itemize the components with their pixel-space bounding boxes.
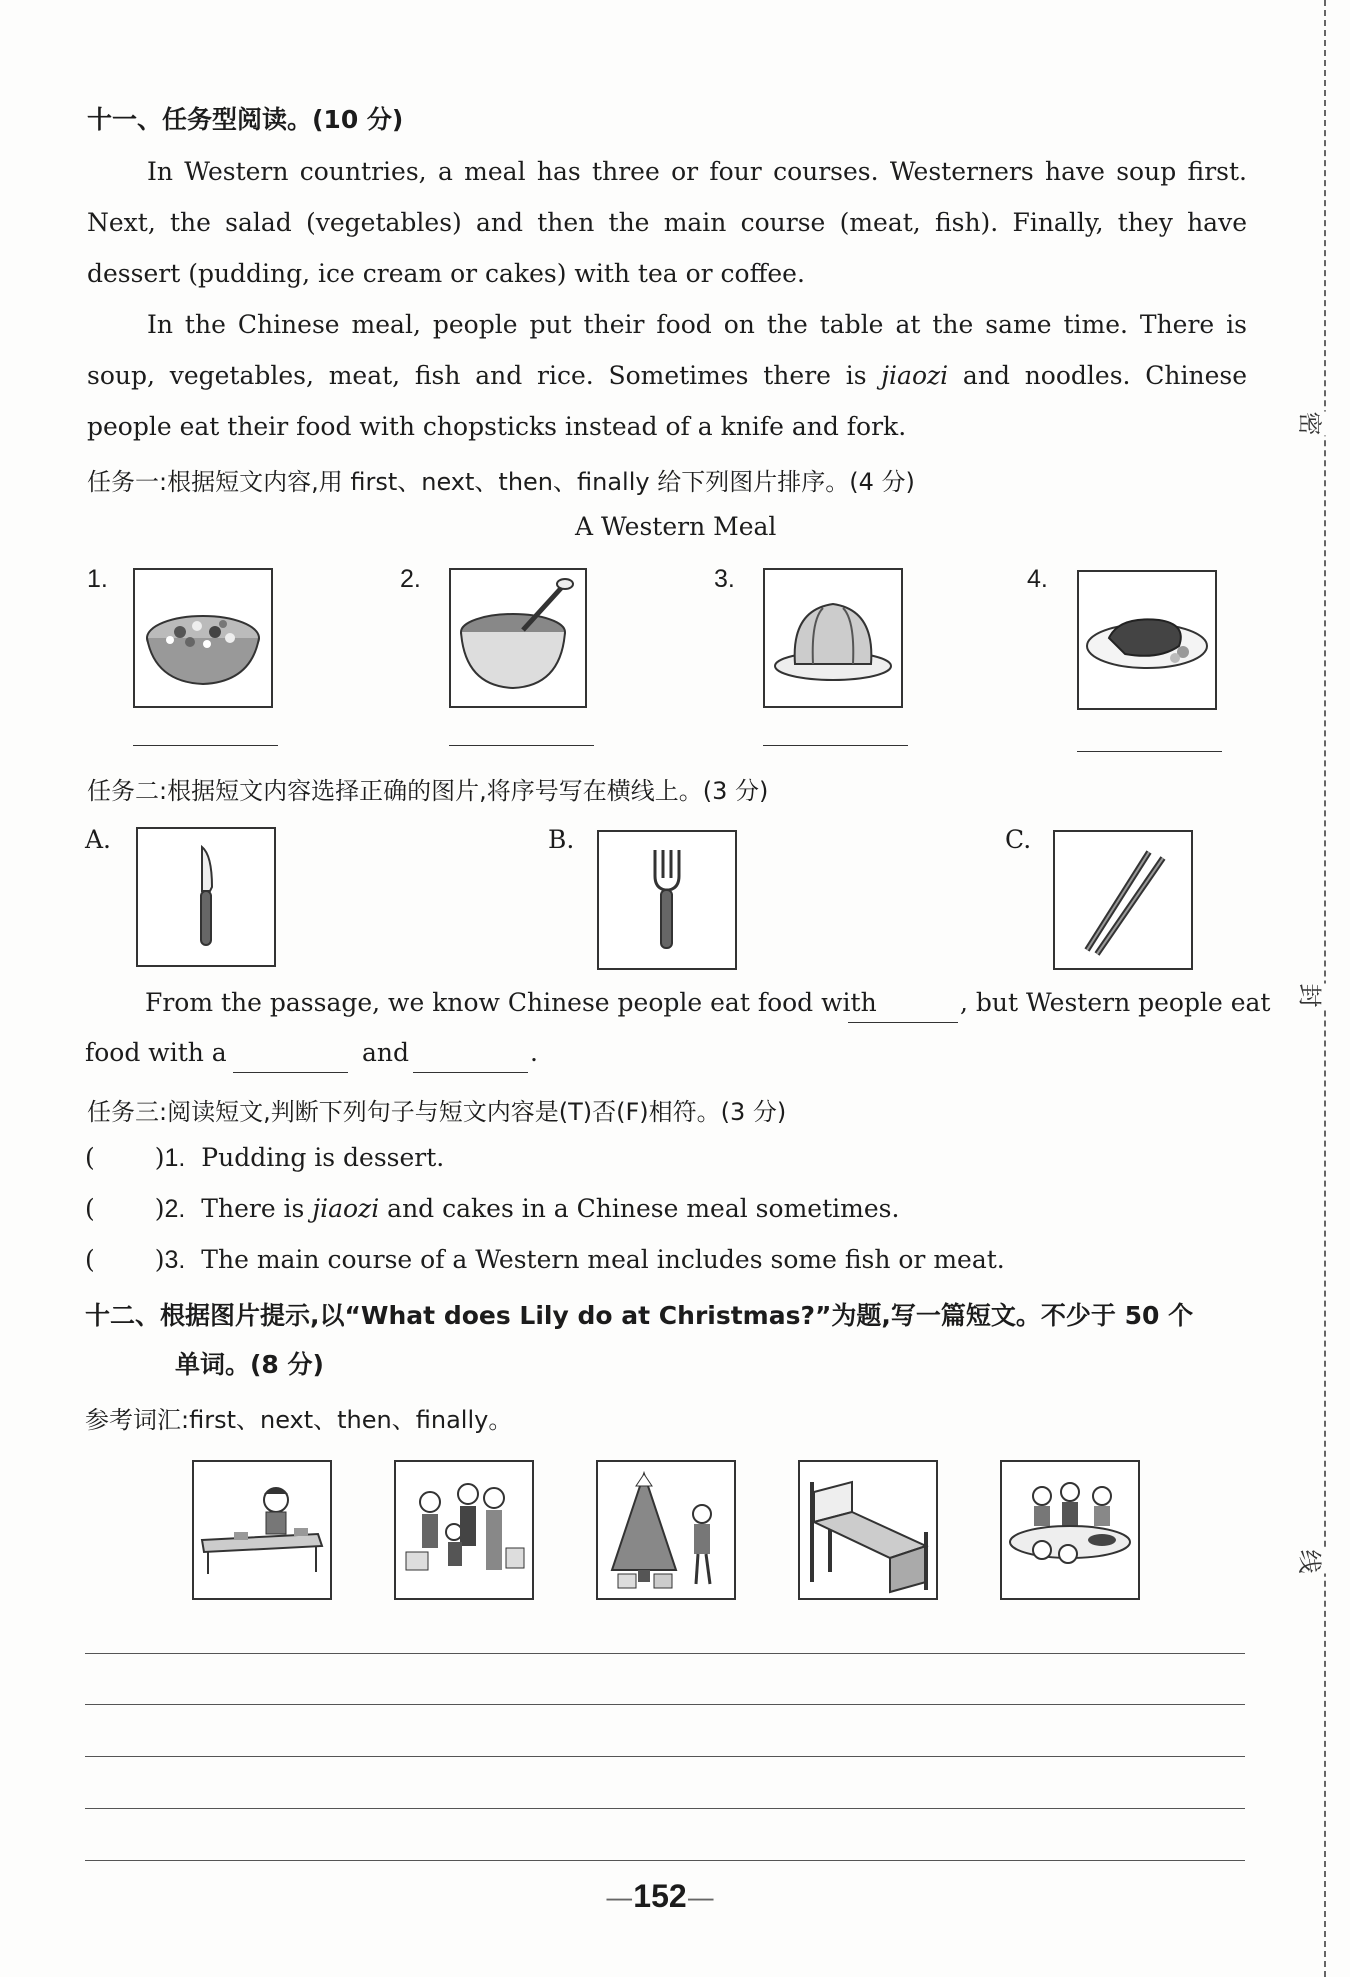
- bed-icon: [800, 1462, 936, 1598]
- answer-paren-close: ): [154, 1143, 165, 1172]
- page-number-area: [600, 1878, 720, 1915]
- writing-line-3[interactable]: [85, 1756, 1245, 1757]
- fork-icon: [599, 832, 735, 968]
- answer-paren-open: (: [85, 1143, 95, 1172]
- task-3-statement-2: [85, 1194, 899, 1224]
- task-1-item-4-number: 4.: [1027, 565, 1048, 593]
- knife-icon: [138, 829, 274, 965]
- task-1-answer-1[interactable]: [133, 745, 278, 746]
- binding-char-mi: 密: [1289, 412, 1336, 436]
- passage-paragraph-2: [87, 299, 1247, 452]
- task-2-picture-c: [1053, 830, 1193, 970]
- binding-char-feng: 封: [1289, 984, 1336, 1008]
- girl-at-desk-icon: [194, 1462, 330, 1598]
- passage-paragraph-1: In Western countries, a meal has three or four courses. Westerners have soup first. Next, the salad (vegetables) and then the main course (meat, fish). Finally, they have dessert (pudding, ice cream or cakes) with tea or coffee.: [87, 157, 1247, 288]
- reading-passage: [87, 146, 1247, 452]
- page-number-dash-right: —: [686, 1881, 715, 1914]
- statement-text: There is: [201, 1194, 313, 1223]
- statement-number: 2.: [164, 1195, 186, 1223]
- task-1-answer-4[interactable]: [1077, 751, 1222, 752]
- task-2-option-b-letter: B.: [548, 825, 575, 854]
- task-1-item-2-number: 2.: [400, 565, 421, 593]
- statement-text: Pudding is dessert.: [201, 1143, 445, 1172]
- family-gifts-icon: [396, 1462, 532, 1598]
- task-2-picture-b: [597, 830, 737, 970]
- section-11-title: 十一、任务型阅读。(10 分): [87, 105, 404, 134]
- writing-picture-3: [596, 1460, 736, 1600]
- soup-bowl-icon: [451, 570, 585, 706]
- writing-line-5[interactable]: [85, 1860, 1245, 1861]
- task-2-instruction: 任务二:根据短文内容选择正确的图片,将序号写在横线上。(3 分): [87, 777, 769, 805]
- chopsticks-icon: [1055, 832, 1191, 968]
- task-2-option-a-letter: A.: [85, 825, 112, 854]
- task-2-blank-3[interactable]: [413, 1072, 528, 1073]
- task-1-item-3-number: 3.: [714, 565, 735, 593]
- task-1-answer-2[interactable]: [449, 745, 594, 746]
- section-12-title-line-2: 单词。(8 分): [175, 1350, 324, 1379]
- pudding-icon: [765, 570, 901, 706]
- passage-italic-word: jiaozi: [881, 361, 949, 390]
- statement-number: 3.: [164, 1246, 186, 1274]
- statement-number: 1.: [164, 1144, 186, 1172]
- task-2-sentence-part-3: food with a: [85, 1038, 227, 1067]
- task-1-picture-2: [449, 568, 587, 708]
- passage-text: and noodles. Chinese people eat their food with chopsticks instead of a knife and fork.: [87, 361, 1247, 441]
- writing-line-1[interactable]: [85, 1653, 1245, 1654]
- writing-line-4[interactable]: [85, 1808, 1245, 1809]
- writing-picture-1: [192, 1460, 332, 1600]
- answer-paren-open: (: [85, 1245, 95, 1274]
- salad-bowl-icon: [135, 570, 271, 706]
- task-2-picture-a: [136, 827, 276, 967]
- task-3-statement-3: [85, 1245, 1005, 1275]
- task-2-option-c-letter: C.: [1005, 825, 1032, 854]
- steak-plate-icon: [1079, 572, 1215, 708]
- christmas-tree-icon: [598, 1462, 734, 1598]
- task-2-sentence-part-1: From the passage, we know Chinese people eat food with: [145, 988, 877, 1017]
- task-2-blank-1[interactable]: [848, 1022, 958, 1023]
- section-12-title-line-1: 十二、根据图片提示,以“What does Lily do at Christmas?”为题,写一篇短文。不少于 50 个: [85, 1301, 1194, 1330]
- task-1-picture-4: [1077, 570, 1217, 710]
- statement-italic-word: jiaozi: [312, 1194, 380, 1223]
- answer-paren-open: (: [85, 1194, 95, 1223]
- task-2-sentence-part-4: and: [362, 1038, 410, 1067]
- writing-picture-5: [1000, 1460, 1140, 1600]
- family-dinner-icon: [1002, 1462, 1138, 1598]
- binding-margin: [1280, 0, 1350, 1977]
- answer-paren-close: ): [154, 1194, 165, 1223]
- task-1-answer-3[interactable]: [763, 745, 908, 746]
- task-1-instruction: 任务一:根据短文内容,用 first、next、then、finally 给下列图片排序。(4 分): [87, 468, 915, 496]
- answer-paren-close: ): [154, 1245, 165, 1274]
- writing-picture-2: [394, 1460, 534, 1600]
- task-2-blank-2[interactable]: [233, 1072, 348, 1073]
- binding-char-xian: 线: [1289, 1550, 1336, 1574]
- statement-text: and cakes in a Chinese meal sometimes.: [379, 1194, 900, 1223]
- task-3-instruction: 任务三:阅读短文,判断下列句子与短文内容是(T)否(F)相符。(3 分): [87, 1098, 787, 1126]
- statement-text: The main course of a Western meal includes some fish or meat.: [201, 1245, 1005, 1274]
- reference-vocabulary: 参考词汇:first、next、then、finally。: [85, 1406, 513, 1434]
- task-2-sentence-part-2: , but Western people eat: [960, 988, 1271, 1017]
- task-3-statement-1: [85, 1143, 444, 1173]
- task-2-sentence-part-5: .: [530, 1038, 538, 1067]
- task-1-item-1-number: 1.: [87, 565, 108, 593]
- task-1-picture-1: [133, 568, 273, 708]
- writing-picture-4: [798, 1460, 938, 1600]
- task-1-caption: A Western Meal: [575, 512, 777, 541]
- page-number: 152: [633, 1878, 687, 1914]
- passage-text: In the Chinese meal, people put their food on the table at the same time. There is soup, vegetables, meat, fish and rice. Sometimes there is: [87, 310, 1247, 390]
- task-1-picture-3: [763, 568, 903, 708]
- page-number-dash-left: —: [605, 1881, 634, 1914]
- writing-line-2[interactable]: [85, 1704, 1245, 1705]
